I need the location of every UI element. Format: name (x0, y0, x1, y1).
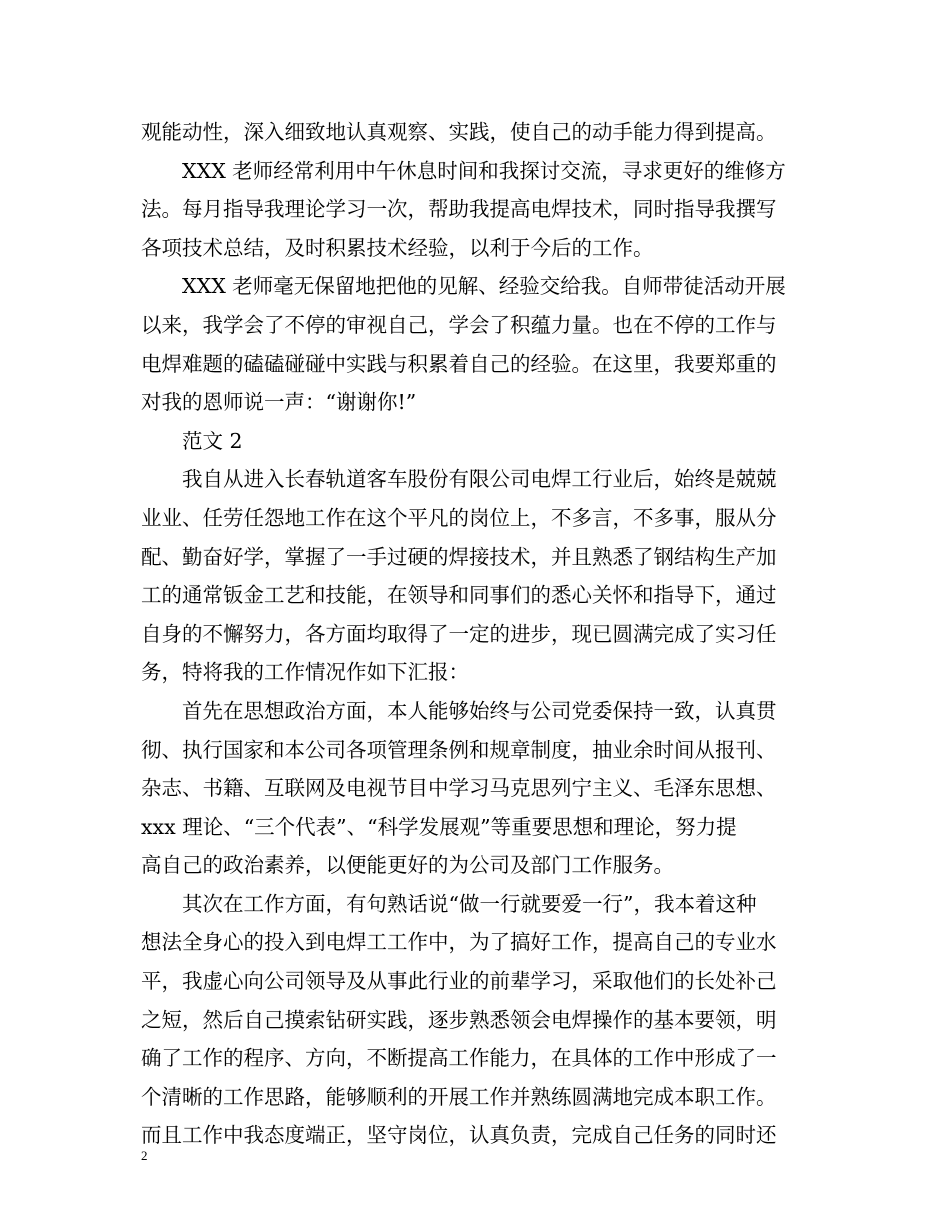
text-line: XXX 老师经常利用中午休息时间和我探讨交流，寻求更好的维修方 (182, 158, 786, 183)
text-line: 而且工作中我态度端正，坚守岗位，认真负责，完成自己任务的同时还 (141, 1123, 777, 1148)
text-line: 平，我虚心向公司领导及从事此行业的前辈学习，采取他们的长处补己 (141, 969, 777, 994)
text-line: 想法全身心的投入到电焊工工作中，为了搞好工作，提高自己的专业水 (141, 930, 777, 955)
document-body (141, 113, 817, 1155)
text-line: 务，特将我的工作情况作如下汇报： (141, 660, 469, 685)
text-line: 各项技术总结，及时积累技术经验，以利于今后的工作。 (141, 235, 654, 260)
text-line: 法。每月指导我理论学习一次，帮助我提高电焊技术，同时指导我撰写 (141, 197, 777, 222)
text-line: 高自己的政治素养，以便能更好的为公司及部门工作服务。 (141, 853, 674, 878)
text-line: 观能动性，深入细致地认真观察、实践，使自己的动手能力得到提高。 (141, 120, 777, 144)
text-line: 首先在思想政治方面，本人能够始终与公司党委保持一致，认真贯 (182, 698, 777, 723)
text-line: 我自从进入长春轨道客车股份有限公司电焊工行业后，始终是兢兢 (182, 467, 777, 492)
text-line: XXX 老师毫无保留地把他的见解、经验交给我。自师带徒活动开展 (182, 274, 786, 299)
text-line: 确了工作的程序、方向，不断提高工作能力，在具体的工作中形成了一 (141, 1046, 777, 1071)
text-line: 工的通常钣金工艺和技能，在领导和同事们的悉心关怀和指导下，通过 (141, 583, 777, 608)
page-number: 2 (141, 1148, 148, 1163)
text-line: 范文 2 (182, 428, 243, 453)
text-line: 对我的恩师说一声：“谢谢你!” (141, 390, 417, 415)
text-line: 其次在工作方面，有句熟话说“做一行就要爱一行”，我本着这种 (182, 891, 757, 916)
text-line: 电焊难题的磕磕碰碰中实践与积累着自己的经验。在这里，我要郑重的 (141, 351, 777, 376)
text-line: 业业、任劳任怨地工作在这个平凡的岗位上，不多言，不多事，服从分 (141, 505, 777, 530)
text-line: xxx 理论、“三个代表”、“科学发展观”等重要思想和理论，努力提 (141, 814, 737, 839)
text-line: 彻、执行国家和本公司各项管理条例和规章制度，抽业余时间从报刊、 (141, 737, 777, 762)
text-line: 自身的不懈努力，各方面均取得了一定的进步，现已圆满完成了实习任 (141, 621, 777, 646)
text-line: 之短，然后自己摸索钻研实践，逐步熟悉领会电焊操作的基本要领，明 (141, 1007, 777, 1032)
text-line: 个清晰的工作思路，能够顺利的开展工作并熟练圆满地完成本职工作。 (141, 1084, 777, 1109)
text-line: 杂志、书籍、互联网及电视节目中学习马克思列宁主义、毛泽东思想、 (141, 776, 777, 801)
text-line: 以来，我学会了不停的审视自己，学会了积蕴力量。也在不停的工作与 (141, 312, 777, 337)
text-line: 配、勤奋好学，掌握了一手过硬的焊接技术，并且熟悉了钢结构生产加 (141, 544, 777, 569)
